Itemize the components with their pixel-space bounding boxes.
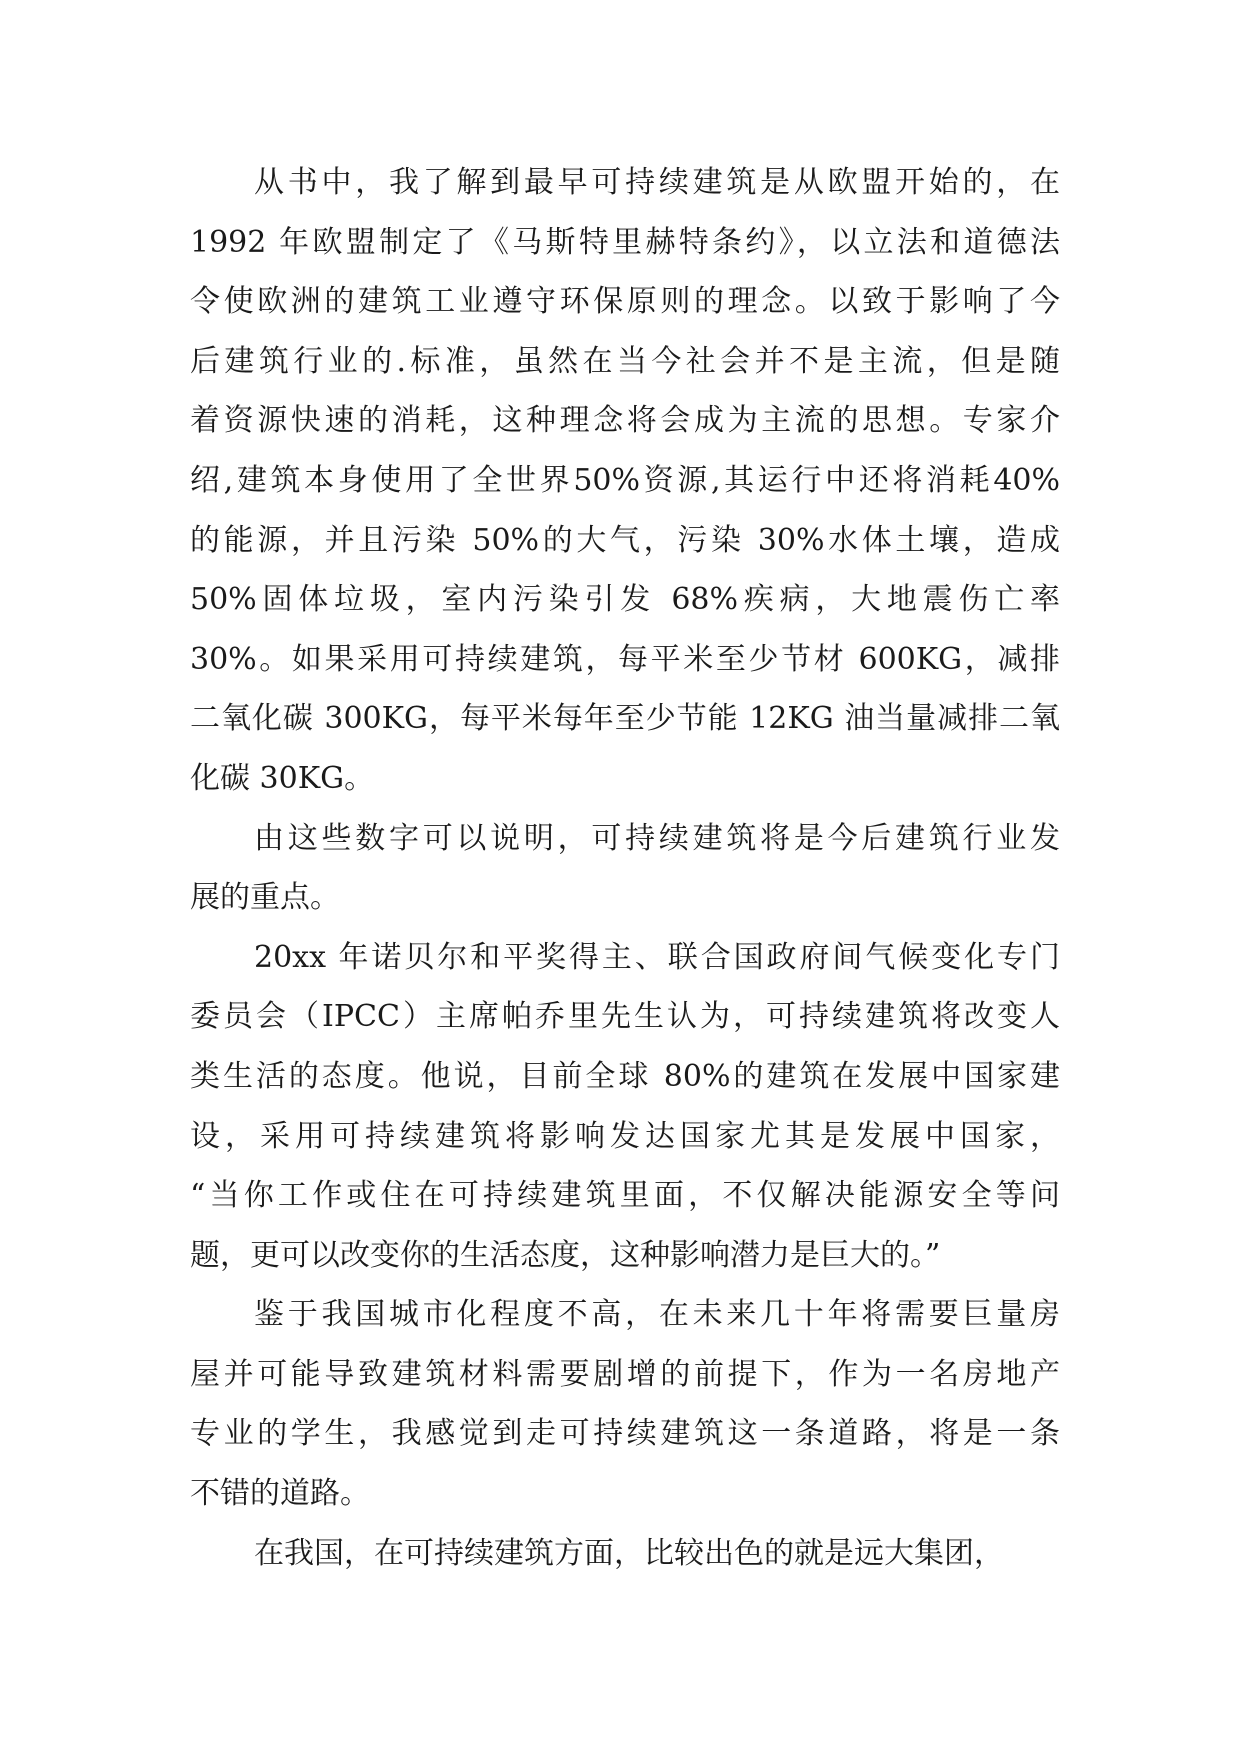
paragraph-line: 设，采用可持续建筑将影响发达国家尤其是发展中国家， — [190, 1118, 1060, 1154]
paragraph-line: 题，更可以改变你的生活态度，这种影响潜力是巨大的。” — [190, 1237, 941, 1273]
paragraph-line: 着资源快速的消耗，这种理念将会成为主流的思想。专家介 — [190, 403, 1060, 439]
paragraph-line: 的能源，并且污染 50%的大气，污染 30%水体土壤，造成 — [190, 522, 1060, 558]
paragraph-line: 绍,建筑本身使用了全世界50%资源,其运行中还将消耗40% — [190, 462, 1060, 498]
paragraph-line: 30%。如果采用可持续建筑，每平米至少节材 600KG，减排 — [190, 641, 1060, 677]
paragraph-line: 50%固体垃圾，室内污染引发 68%疾病，大地震伤亡率 — [190, 582, 1060, 618]
paragraph-line: 化碳 30KG。 — [190, 760, 375, 796]
paragraph-4 — [190, 1285, 1060, 1523]
paragraph-line: 鉴于我国城市化程度不高，在未来几十年将需要巨量房 — [254, 1297, 1060, 1333]
paragraph-line: 令使欧洲的建筑工业遵守环保原则的理念。以致于影响了今 — [190, 284, 1060, 320]
paragraph-3 — [190, 928, 1060, 1286]
paragraph-line: 20xx 年诺贝尔和平奖得主、联合国政府间气候变化专门 — [254, 939, 1060, 975]
paragraph-1 — [190, 153, 1060, 809]
paragraph-line: 由这些数字可以说明，可持续建筑将是今后建筑行业发 — [254, 820, 1060, 856]
paragraph-line: 1992 年欧盟制定了《马斯特里赫特条约》，以立法和道德法 — [190, 224, 1060, 260]
paragraph-2 — [190, 809, 1060, 928]
paragraph-line: 专业的学生，我感觉到走可持续建筑这一条道路，将是一条 — [190, 1416, 1060, 1452]
paragraph-line: 后建筑行业的.标准，虽然在当今社会并不是主流，但是随 — [190, 343, 1060, 379]
paragraph-line: 从书中，我了解到最早可持续建筑是从欧盟开始的，在 — [254, 165, 1060, 200]
paragraph-5 — [190, 1524, 1060, 1584]
paragraph-line: 委员会（IPCC）主席帕乔里先生认为，可持续建筑将改变人 — [190, 999, 1060, 1035]
paragraph-line: 不错的道路。 — [190, 1476, 370, 1512]
paragraph-line: 在我国，在可持续建筑方面，比较出色的就是远大集团， — [254, 1535, 1004, 1571]
paragraph-line: 二氧化碳 300KG，每平米每年至少节能 12KG 油当量减排二氧 — [190, 701, 1060, 737]
paragraph-line: “当你工作或住在可持续建筑里面，不仅解决能源安全等问 — [190, 1178, 1060, 1214]
document-body — [190, 153, 1060, 1583]
paragraph-line: 屋并可能导致建筑材料需要剧增的前提下，作为一名房地产 — [190, 1356, 1060, 1392]
paragraph-line: 类生活的态度。他说，目前全球 80%的建筑在发展中国家建 — [190, 1058, 1060, 1094]
paragraph-line: 展的重点。 — [190, 880, 340, 916]
